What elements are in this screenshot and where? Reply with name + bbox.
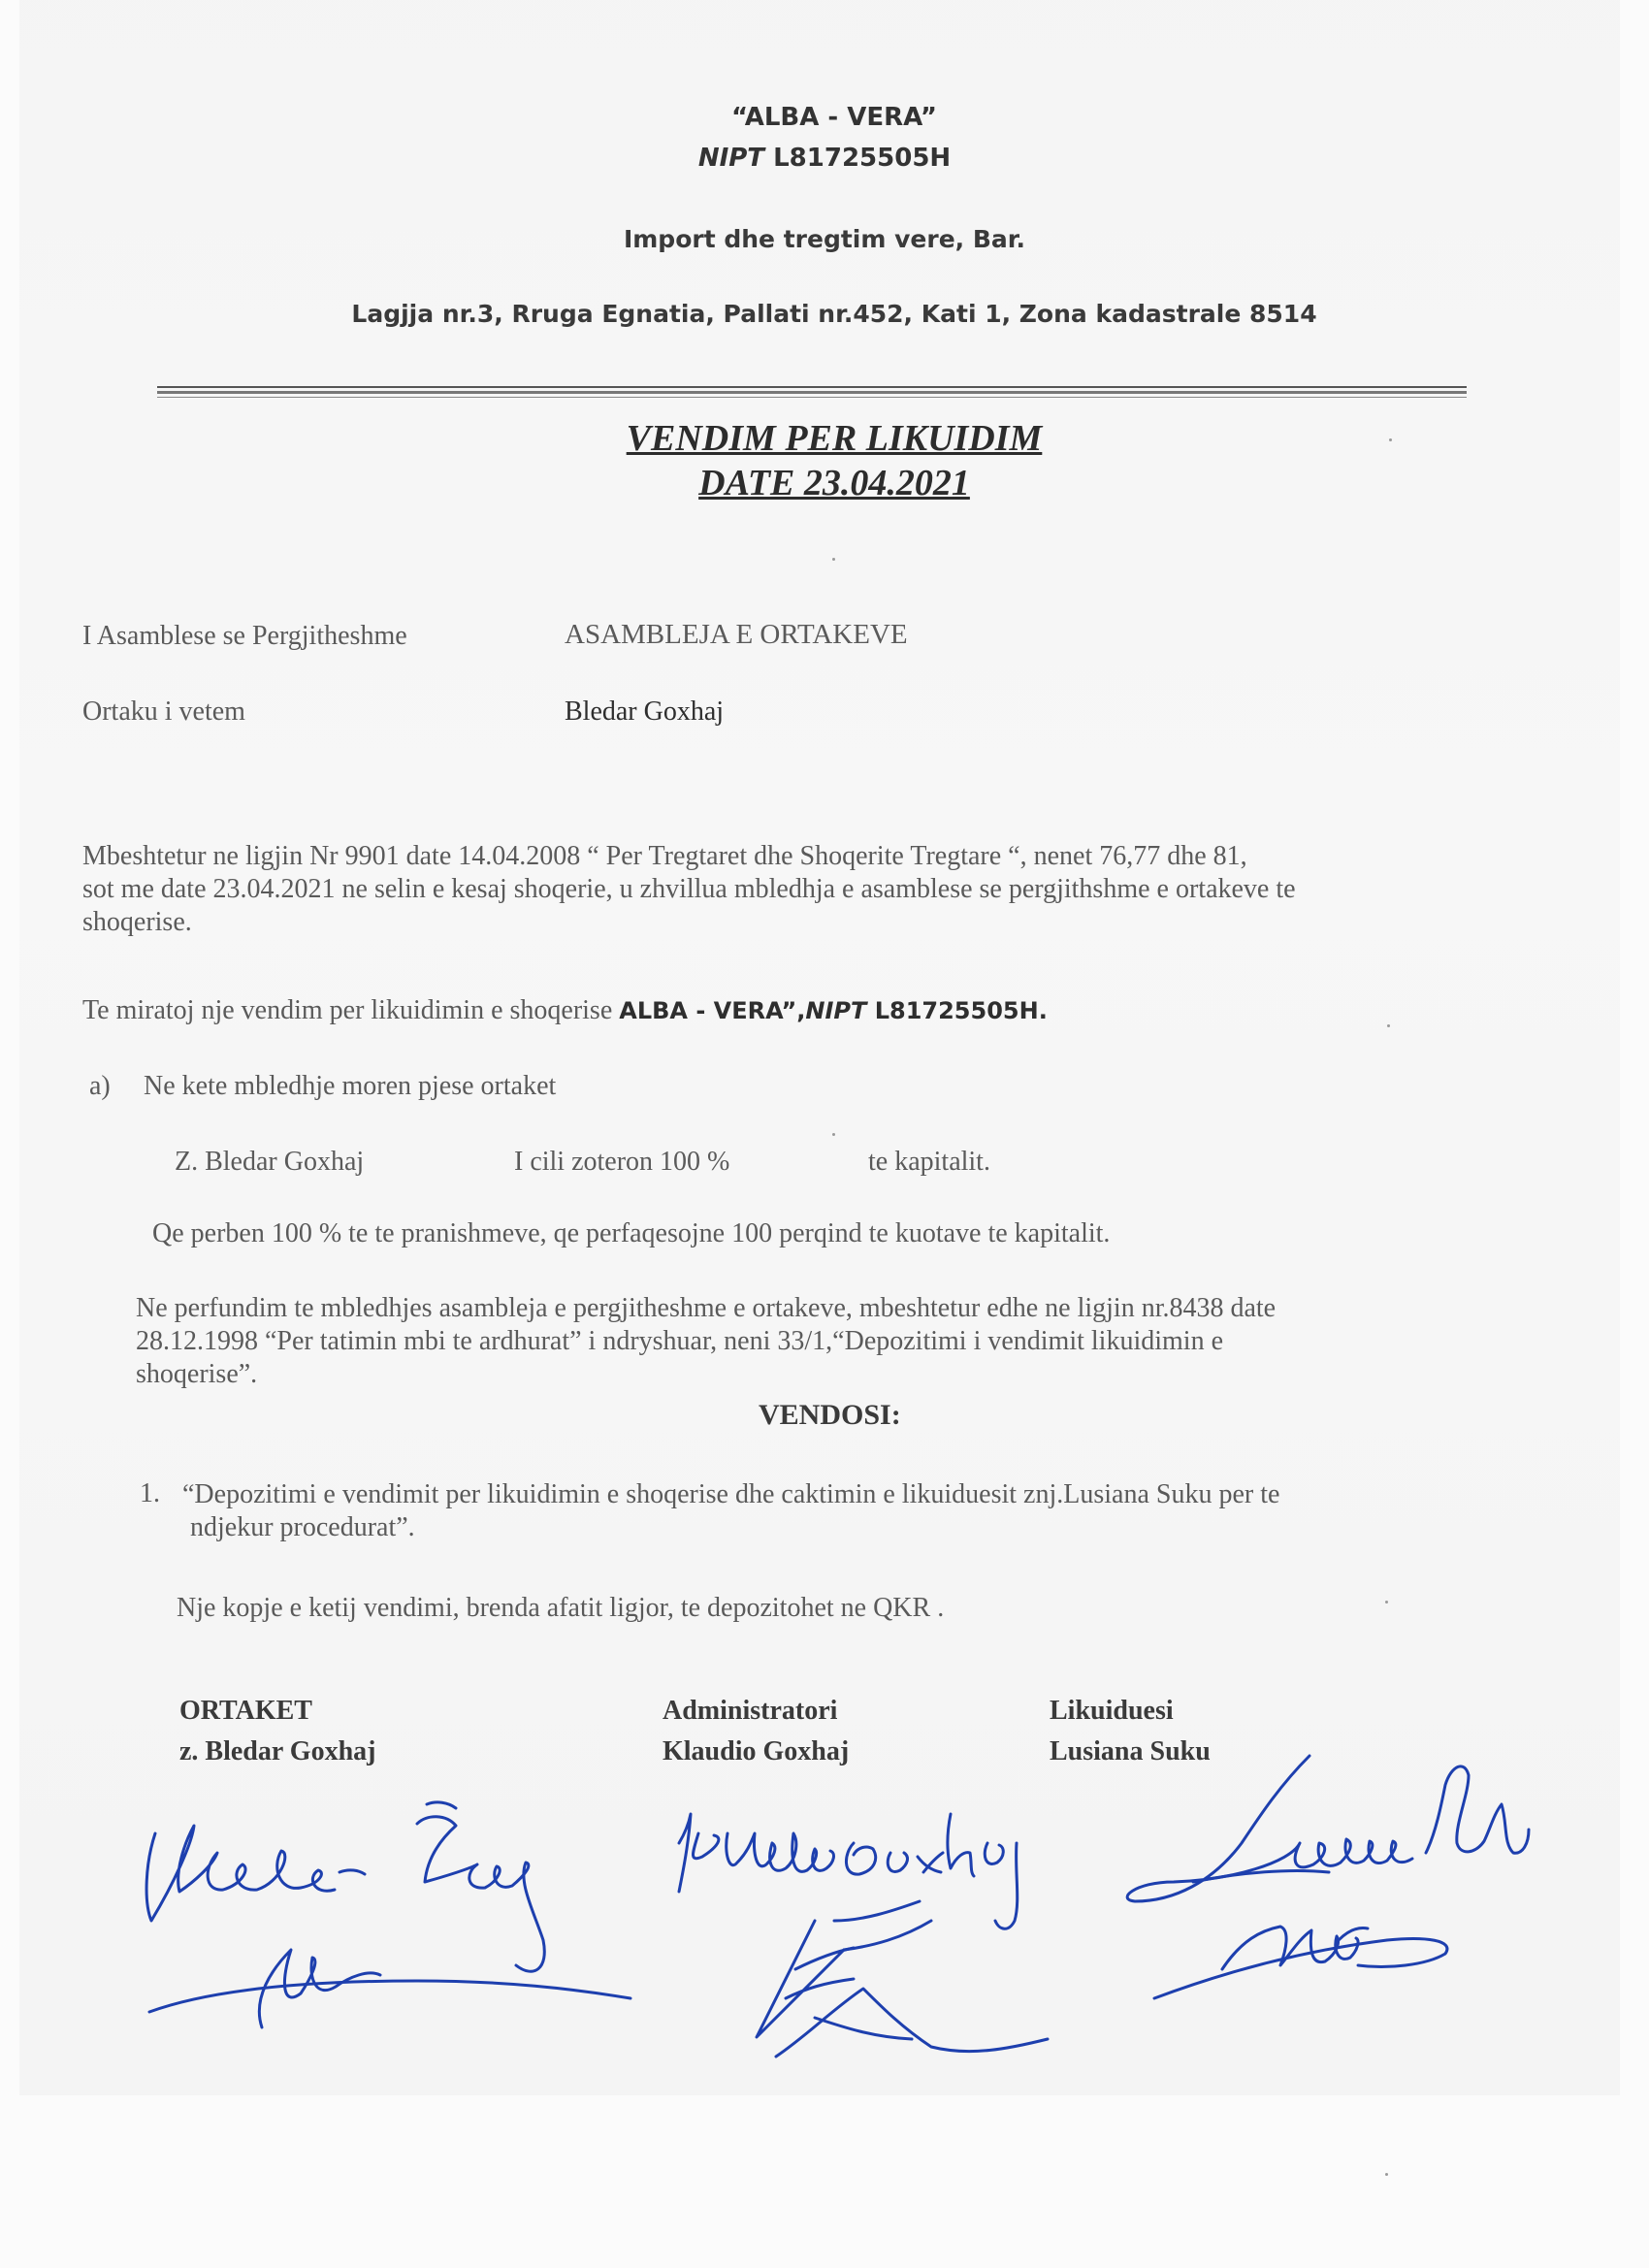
signature-col1-name: z. Bledar Goxhaj: [179, 1736, 376, 1766]
scan-speck: [832, 1133, 835, 1136]
conclusion-paragraph: Ne perfundim te mbledhjes asambleja e pergjitheshme e ortakeve, mbeshtetur edhe ne ligjin nr.8438 date 28.12.1998 “Per tatimin mbi te ardhurat” i ndryshuar, neni 33/1,“Depozitimi i vendimit likuidimin e shoqerise”.: [136, 1293, 1277, 1389]
scan-speck: [1385, 1601, 1388, 1604]
partner-value: Bledar Goxhaj: [565, 697, 725, 727]
decided-heading: VENDOSI:: [759, 1399, 901, 1431]
signature-col1-title: ORTAKET: [179, 1696, 312, 1726]
decision-marker: 1.: [140, 1478, 160, 1508]
approval-line: Te miratoj nje vendim per likuidimin e shoqerise ALBA - VERA”,NIPT L81725505H.: [82, 995, 1048, 1025]
partner-row-suffix: te kapitalit.: [868, 1147, 990, 1177]
company-nipt: [0, 144, 1649, 173]
signature-col3-title: Likuiduesi: [1050, 1696, 1174, 1726]
scan-speck: [1387, 1024, 1390, 1027]
header-rule-top: [157, 386, 1467, 388]
document-date: DATE 23.04.2021: [698, 463, 970, 503]
signature-bledar-goxhaj-image: [136, 1775, 679, 2047]
company-address: Lagjja nr.3, Rruga Egnatia, Pallati nr.452, Kati 1, Zona kadastrale 8514: [351, 300, 1317, 328]
legal-basis-paragraph: Mbeshtetur ne ligjin Nr 9901 date 14.04.2008 “ Per Tregtaret dhe Shoqerite Tregtare “, nenet 76,77 dhe 81, sot me date 23.04.2021 ne selin e kesaj shoqerie, u zhvillua mbledhja e asamblese se pergjithshme e ortakeve te shoqerise.: [82, 841, 1296, 937]
company-activity: Import dhe tregtim vere, Bar.: [623, 225, 1026, 253]
signature-col2-name: Klaudio Goxhaj: [663, 1736, 850, 1766]
scan-speck: [832, 558, 835, 561]
company-name: “ALBA - VERA”: [731, 103, 937, 132]
decision-text: “Depozitimi e vendimit per likuidimin e shoqerise dhe caktimin e likuiduesit znj.Lusiana Suku per te ndjekur procedurat”.: [182, 1479, 1280, 1542]
nipt-value: L81725505H: [773, 144, 952, 173]
signature-col3-name: Lusiana Suku: [1050, 1736, 1211, 1766]
partner-row-name: Z. Bledar Goxhaj: [175, 1147, 365, 1177]
signature-col2-title: Administratori: [663, 1696, 838, 1726]
partner-row-ownership: I cili zoteron 100 %: [514, 1147, 730, 1177]
signature-lusiana-suku-image: [1096, 1736, 1542, 2008]
nipt-label: NIPT: [697, 144, 765, 173]
item-a-marker: a): [89, 1071, 111, 1101]
copy-deposit-line: Nje kopje e ketij vendimi, brenda afatit ligjor, te depozitohet ne QKR .: [177, 1593, 945, 1623]
assembly-value: ASAMBLEJA E ORTAKEVE: [565, 619, 908, 650]
document-title: VENDIM PER LIKUIDIM: [626, 418, 1043, 459]
assembly-label: I Asamblese se Pergjitheshme: [82, 621, 407, 651]
signature-klaudio-goxhaj-image: [660, 1775, 1067, 2086]
scan-speck: [1385, 2173, 1388, 2176]
presence-line: Qe perben 100 % te te pranishmeve, qe perfaqesojne 100 perqind te kuotave te kapitalit.: [152, 1218, 1111, 1248]
scan-speck: [1389, 438, 1392, 441]
item-a-text: Ne kete mbledhje moren pjese ortaket: [144, 1071, 557, 1101]
header-rule-bottom: [157, 397, 1467, 398]
header-rule-mid: [157, 391, 1467, 394]
partner-label: Ortaku i vetem: [82, 697, 245, 727]
